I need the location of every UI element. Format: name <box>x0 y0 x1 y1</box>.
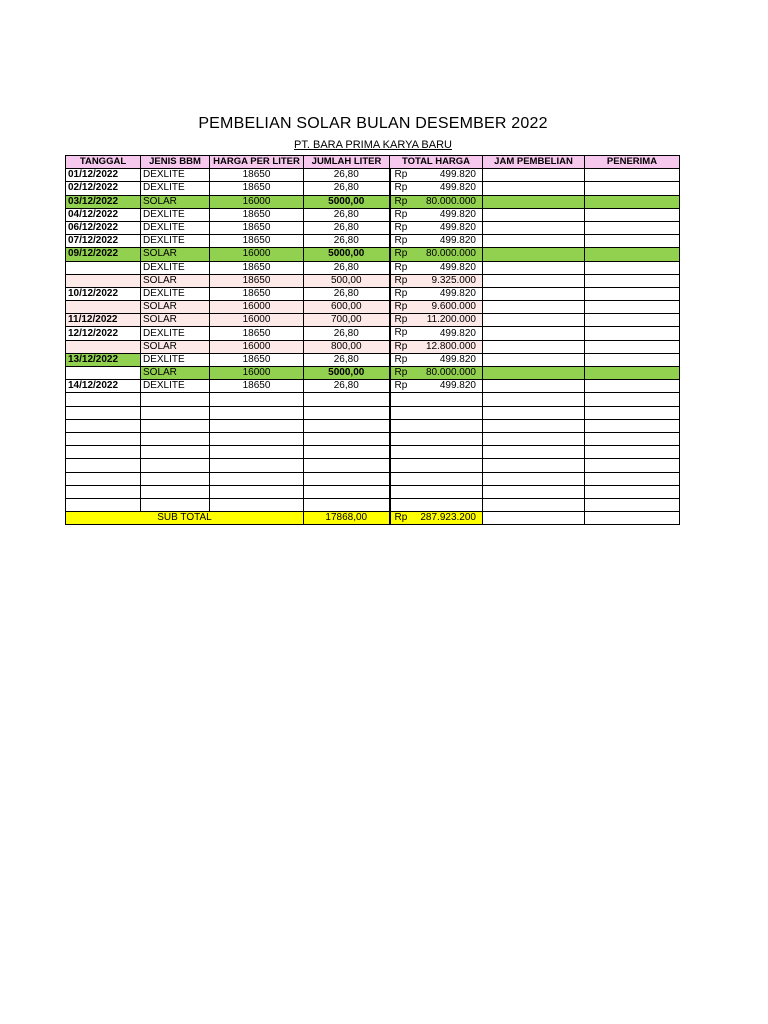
currency-label: Rp <box>394 208 408 220</box>
cell-tanggal[interactable]: 01/12/2022 <box>66 169 141 182</box>
cell-jenis-bbm[interactable]: SOLAR <box>141 195 210 208</box>
cell-jumlah-liter[interactable] <box>304 498 390 511</box>
subtotal-jumlah[interactable]: 17868,00 <box>304 512 390 525</box>
table-row <box>66 353 680 366</box>
cell-jenis-bbm[interactable] <box>141 459 210 472</box>
cell-penerima[interactable] <box>585 498 680 511</box>
cell-harga-per-liter[interactable]: 18650 <box>210 261 304 274</box>
col-header-total-harga[interactable]: TOTAL HARGA <box>390 156 483 169</box>
cell-jam-pembelian[interactable] <box>483 261 585 274</box>
total-value: 9.600.000 <box>431 301 476 313</box>
cell-tanggal[interactable] <box>66 393 141 406</box>
cell-tanggal[interactable] <box>66 446 141 459</box>
cell-tanggal[interactable] <box>66 419 141 432</box>
cell-jam-pembelian[interactable] <box>483 274 585 287</box>
cell-jumlah-liter[interactable]: 26,80 <box>304 353 390 366</box>
cell-total-harga[interactable] <box>390 393 483 406</box>
company-name-text: PT. BARA PRIMA KARYA BARU <box>294 139 452 151</box>
cell-harga-per-liter[interactable] <box>210 393 304 406</box>
currency-label: Rp <box>394 367 408 378</box>
cell-total-harga[interactable] <box>390 182 483 195</box>
cell-jam-pembelian[interactable] <box>483 327 585 340</box>
subtotal-total[interactable] <box>390 512 483 525</box>
col-header-jumlah-liter[interactable]: JUMLAH LITER <box>304 156 390 169</box>
cell-harga-per-liter[interactable] <box>210 459 304 472</box>
cell-penerima[interactable] <box>585 340 680 353</box>
cell-jumlah-liter[interactable]: 5000,00 <box>304 367 390 380</box>
cell-penerima[interactable] <box>585 169 680 182</box>
currency-label: Rp <box>394 195 408 207</box>
cell-jam-pembelian[interactable] <box>483 367 585 380</box>
cell-harga-per-liter[interactable] <box>210 485 304 498</box>
cell-jam-pembelian[interactable] <box>483 195 585 208</box>
cell-jam-pembelian[interactable] <box>483 169 585 182</box>
cell-total-harga[interactable] <box>390 301 483 314</box>
table-row <box>66 380 680 393</box>
cell-penerima[interactable] <box>585 314 680 327</box>
cell-jumlah-liter[interactable]: 26,80 <box>304 235 390 248</box>
total-value: 11.200.000 <box>426 314 476 326</box>
currency-label: Rp <box>394 221 408 233</box>
cell-jam-pembelian[interactable] <box>483 182 585 195</box>
cell-penerima[interactable] <box>585 459 680 472</box>
col-header-jenis-bbm[interactable]: JENIS BBM <box>141 156 210 169</box>
cell-harga-per-liter[interactable]: 18650 <box>210 287 304 300</box>
cell-total-harga[interactable] <box>390 327 483 340</box>
cell-jumlah-liter[interactable]: 26,80 <box>304 208 390 221</box>
cell-penerima[interactable] <box>585 182 680 195</box>
currency-label: Rp <box>394 182 408 194</box>
cell-jenis-bbm[interactable]: DEXLITE <box>141 182 210 195</box>
cell-jenis-bbm[interactable] <box>141 472 210 485</box>
purchase-table <box>65 155 680 525</box>
empty-row <box>66 406 680 419</box>
company-name <box>0 138 746 152</box>
cell-total-harga[interactable] <box>390 169 483 182</box>
table-body <box>66 169 680 512</box>
subtotal-currency: Rp <box>394 512 408 524</box>
table-row <box>66 274 680 287</box>
cell-total-harga[interactable] <box>390 261 483 274</box>
empty-row <box>66 393 680 406</box>
cell-jam-pembelian[interactable] <box>483 314 585 327</box>
cell-jumlah-liter[interactable]: 26,80 <box>304 287 390 300</box>
cell-jam-pembelian[interactable] <box>483 235 585 248</box>
cell-jenis-bbm[interactable]: DEXLITE <box>141 169 210 182</box>
cell-tanggal[interactable]: 06/12/2022 <box>66 221 141 234</box>
table-row <box>66 287 680 300</box>
cell-tanggal[interactable]: 07/12/2022 <box>66 235 141 248</box>
total-value: 499.820 <box>439 353 476 365</box>
cell-jumlah-liter[interactable] <box>304 446 390 459</box>
cell-jumlah-liter[interactable] <box>304 406 390 419</box>
col-header-penerima[interactable]: PENERIMA <box>585 156 680 169</box>
cell-jam-pembelian[interactable] <box>483 221 585 234</box>
cell-jumlah-liter[interactable]: 26,80 <box>304 261 390 274</box>
cell-jenis-bbm[interactable]: DEXLITE <box>141 327 210 340</box>
cell-harga-per-liter[interactable]: 18650 <box>210 274 304 287</box>
subtotal-penerima-cell[interactable] <box>585 512 680 525</box>
cell-total-harga[interactable] <box>390 367 483 380</box>
total-value: 499.820 <box>439 208 476 220</box>
currency-label: Rp <box>394 287 408 299</box>
document-title: PEMBELIAN SOLAR BULAN DESEMBER 2022 <box>198 115 548 132</box>
cell-jumlah-liter[interactable]: 700,00 <box>304 314 390 327</box>
cell-tanggal[interactable]: 03/12/2022 <box>66 195 141 208</box>
empty-row <box>66 419 680 432</box>
cell-penerima[interactable] <box>585 221 680 234</box>
cell-jam-pembelian[interactable] <box>483 287 585 300</box>
cell-jam-pembelian[interactable] <box>483 432 585 445</box>
cell-jenis-bbm[interactable] <box>141 498 210 511</box>
cell-harga-per-liter[interactable]: 16000 <box>210 367 304 380</box>
cell-penerima[interactable] <box>585 419 680 432</box>
table-row <box>66 195 680 208</box>
cell-penerima[interactable] <box>585 432 680 445</box>
cell-jenis-bbm[interactable] <box>141 432 210 445</box>
col-header-harga-per-liter[interactable]: HARGA PER LITER <box>210 156 304 169</box>
cell-tanggal[interactable] <box>66 432 141 445</box>
subtotal-total-value: 287.923.200 <box>420 512 476 524</box>
cell-jenis-bbm[interactable]: DEXLITE <box>141 235 210 248</box>
cell-total-harga[interactable] <box>390 380 483 393</box>
currency-label: Rp <box>394 248 408 260</box>
cell-penerima[interactable] <box>585 327 680 340</box>
cell-tanggal[interactable] <box>66 340 141 353</box>
cell-jenis-bbm[interactable]: SOLAR <box>141 314 210 327</box>
table-row <box>66 208 680 221</box>
cell-jam-pembelian[interactable] <box>483 248 585 261</box>
cell-jam-pembelian[interactable] <box>483 446 585 459</box>
empty-row <box>66 498 680 511</box>
total-value: 499.820 <box>439 261 476 273</box>
cell-total-harga[interactable] <box>390 406 483 419</box>
subtotal-label[interactable]: SUB TOTAL <box>66 512 304 525</box>
cell-jam-pembelian[interactable] <box>483 459 585 472</box>
table-row <box>66 327 680 340</box>
cell-harga-per-liter[interactable]: 16000 <box>210 314 304 327</box>
cell-penerima[interactable] <box>585 380 680 393</box>
empty-row <box>66 472 680 485</box>
cell-harga-per-liter[interactable]: 16000 <box>210 248 304 261</box>
total-value: 499.820 <box>439 287 476 299</box>
cell-jumlah-liter[interactable]: 5000,00 <box>304 248 390 261</box>
cell-jenis-bbm[interactable]: SOLAR <box>141 367 210 380</box>
cell-tanggal[interactable] <box>66 406 141 419</box>
table-row <box>66 367 680 380</box>
cell-tanggal[interactable]: 12/12/2022 <box>66 327 141 340</box>
cell-tanggal[interactable] <box>66 498 141 511</box>
cell-jenis-bbm[interactable] <box>141 406 210 419</box>
total-value: 80.000.000 <box>425 248 476 260</box>
cell-harga-per-liter[interactable] <box>210 446 304 459</box>
cell-jenis-bbm[interactable]: DEXLITE <box>141 380 210 393</box>
table-row <box>66 182 680 195</box>
cell-jumlah-liter[interactable]: 5000,00 <box>304 195 390 208</box>
cell-penerima[interactable] <box>585 274 680 287</box>
cell-jumlah-liter[interactable]: 26,80 <box>304 327 390 340</box>
cell-total-harga[interactable] <box>390 353 483 366</box>
cell-harga-per-liter[interactable] <box>210 498 304 511</box>
cell-jenis-bbm[interactable]: DEXLITE <box>141 221 210 234</box>
cell-harga-per-liter[interactable]: 18650 <box>210 221 304 234</box>
cell-jenis-bbm[interactable] <box>141 419 210 432</box>
empty-row <box>66 432 680 445</box>
cell-jenis-bbm[interactable]: SOLAR <box>141 274 210 287</box>
total-value: 12.800.000 <box>425 340 476 352</box>
cell-jenis-bbm[interactable]: SOLAR <box>141 248 210 261</box>
subtotal-row <box>66 512 680 525</box>
cell-jumlah-liter[interactable]: 26,80 <box>304 169 390 182</box>
cell-jumlah-liter[interactable]: 26,80 <box>304 182 390 195</box>
table-row <box>66 235 680 248</box>
cell-jam-pembelian[interactable] <box>483 208 585 221</box>
cell-jumlah-liter[interactable]: 26,80 <box>304 221 390 234</box>
cell-total-harga[interactable] <box>390 340 483 353</box>
cell-jenis-bbm[interactable]: SOLAR <box>141 301 210 314</box>
cell-jam-pembelian[interactable] <box>483 498 585 511</box>
cell-tanggal[interactable] <box>66 459 141 472</box>
table-row <box>66 221 680 234</box>
total-value: 9.325.000 <box>431 274 476 286</box>
cell-tanggal[interactable] <box>66 472 141 485</box>
cell-jumlah-liter[interactable]: 800,00 <box>304 340 390 353</box>
cell-jam-pembelian[interactable] <box>483 406 585 419</box>
currency-label: Rp <box>394 380 408 392</box>
currency-label: Rp <box>394 301 408 313</box>
cell-penerima[interactable] <box>585 353 680 366</box>
table-row <box>66 261 680 274</box>
table-row <box>66 314 680 327</box>
cell-harga-per-liter[interactable]: 18650 <box>210 208 304 221</box>
cell-penerima[interactable] <box>585 287 680 300</box>
cell-total-harga[interactable] <box>390 446 483 459</box>
total-value: 499.820 <box>439 169 476 181</box>
empty-row <box>66 459 680 472</box>
cell-jumlah-liter[interactable]: 500,00 <box>304 274 390 287</box>
cell-tanggal[interactable]: 09/12/2022 <box>66 248 141 261</box>
cell-tanggal[interactable]: 14/12/2022 <box>66 380 141 393</box>
cell-total-harga[interactable] <box>390 419 483 432</box>
cell-penerima[interactable] <box>585 208 680 221</box>
cell-jenis-bbm[interactable]: SOLAR <box>141 340 210 353</box>
cell-jam-pembelian[interactable] <box>483 380 585 393</box>
currency-label: Rp <box>394 327 408 339</box>
cell-tanggal[interactable]: 04/12/2022 <box>66 208 141 221</box>
cell-harga-per-liter[interactable]: 18650 <box>210 235 304 248</box>
subtotal-jam-cell[interactable] <box>483 512 585 525</box>
cell-jam-pembelian[interactable] <box>483 301 585 314</box>
cell-total-harga[interactable] <box>390 208 483 221</box>
total-value: 499.820 <box>439 380 476 392</box>
total-value: 499.820 <box>439 182 476 194</box>
cell-tanggal[interactable]: 11/12/2022 <box>66 314 141 327</box>
cell-penerima[interactable] <box>585 446 680 459</box>
cell-total-harga[interactable] <box>390 314 483 327</box>
cell-harga-per-liter[interactable]: 18650 <box>210 353 304 366</box>
cell-penerima[interactable] <box>585 195 680 208</box>
cell-total-harga[interactable] <box>390 472 483 485</box>
cell-tanggal[interactable] <box>66 485 141 498</box>
cell-total-harga[interactable] <box>390 485 483 498</box>
cell-tanggal[interactable] <box>66 274 141 287</box>
cell-tanggal[interactable]: 02/12/2022 <box>66 182 141 195</box>
cell-total-harga[interactable] <box>390 195 483 208</box>
table-row <box>66 301 680 314</box>
cell-penerima[interactable] <box>585 261 680 274</box>
cell-jumlah-liter[interactable] <box>304 459 390 472</box>
cell-jenis-bbm[interactable]: DEXLITE <box>141 208 210 221</box>
cell-penerima[interactable] <box>585 248 680 261</box>
currency-label: Rp <box>394 274 408 286</box>
cell-jenis-bbm[interactable]: DEXLITE <box>141 353 210 366</box>
cell-harga-per-liter[interactable]: 16000 <box>210 195 304 208</box>
cell-total-harga[interactable] <box>390 235 483 248</box>
cell-harga-per-liter[interactable]: 16000 <box>210 301 304 314</box>
cell-jam-pembelian[interactable] <box>483 485 585 498</box>
cell-penerima[interactable] <box>585 472 680 485</box>
total-value: 499.820 <box>439 222 476 234</box>
cell-tanggal[interactable]: 10/12/2022 <box>66 287 141 300</box>
cell-harga-per-liter[interactable] <box>210 419 304 432</box>
cell-jumlah-liter[interactable] <box>304 472 390 485</box>
cell-harga-per-liter[interactable]: 18650 <box>210 182 304 195</box>
cell-tanggal[interactable] <box>66 367 141 380</box>
cell-penerima[interactable] <box>585 485 680 498</box>
cell-penerima[interactable] <box>585 301 680 314</box>
cell-jumlah-liter[interactable] <box>304 432 390 445</box>
cell-penerima[interactable] <box>585 406 680 419</box>
empty-row <box>66 446 680 459</box>
cell-jenis-bbm[interactable]: DEXLITE <box>141 287 210 300</box>
cell-harga-per-liter[interactable]: 16000 <box>210 340 304 353</box>
table-row <box>66 248 680 261</box>
cell-harga-per-liter[interactable] <box>210 472 304 485</box>
cell-harga-per-liter[interactable]: 18650 <box>210 169 304 182</box>
currency-label: Rp <box>394 261 408 273</box>
cell-tanggal[interactable] <box>66 301 141 314</box>
cell-jenis-bbm[interactable] <box>141 446 210 459</box>
cell-penerima[interactable] <box>585 393 680 406</box>
cell-jam-pembelian[interactable] <box>483 393 585 406</box>
cell-tanggal[interactable]: 13/12/2022 <box>66 353 141 366</box>
cell-total-harga[interactable] <box>390 221 483 234</box>
total-value: 80.000.000 <box>425 367 476 379</box>
cell-jam-pembelian[interactable] <box>483 419 585 432</box>
cell-harga-per-liter[interactable] <box>210 432 304 445</box>
cell-total-harga[interactable] <box>390 274 483 287</box>
cell-tanggal[interactable] <box>66 261 141 274</box>
currency-label: Rp <box>394 169 408 181</box>
cell-total-harga[interactable] <box>390 459 483 472</box>
cell-jam-pembelian[interactable] <box>483 472 585 485</box>
currency-label: Rp <box>394 340 408 352</box>
table-row <box>66 169 680 182</box>
cell-jenis-bbm[interactable] <box>141 393 210 406</box>
cell-total-harga[interactable] <box>390 248 483 261</box>
col-header-jam-pembelian[interactable]: JAM PEMBELIAN <box>483 156 585 169</box>
currency-label: Rp <box>394 235 408 247</box>
cell-jumlah-liter[interactable]: 600,00 <box>304 301 390 314</box>
cell-jumlah-liter[interactable] <box>304 393 390 406</box>
cell-jumlah-liter[interactable] <box>304 419 390 432</box>
cell-total-harga[interactable] <box>390 498 483 511</box>
header-row <box>66 156 680 169</box>
cell-jumlah-liter[interactable] <box>304 485 390 498</box>
currency-label: Rp <box>394 353 408 365</box>
empty-row <box>66 485 680 498</box>
cell-harga-per-liter[interactable]: 18650 <box>210 380 304 393</box>
total-value: 499.820 <box>439 235 476 247</box>
cell-penerima[interactable] <box>585 235 680 248</box>
cell-jenis-bbm[interactable]: DEXLITE <box>141 261 210 274</box>
col-header-tanggal[interactable]: TANGGAL <box>66 156 141 169</box>
currency-label: Rp <box>394 314 408 326</box>
cell-harga-per-liter[interactable]: 18650 <box>210 327 304 340</box>
cell-total-harga[interactable] <box>390 432 483 445</box>
cell-jumlah-liter[interactable]: 26,80 <box>304 380 390 393</box>
cell-jam-pembelian[interactable] <box>483 353 585 366</box>
total-value: 499.820 <box>439 327 476 339</box>
cell-jam-pembelian[interactable] <box>483 340 585 353</box>
table-row <box>66 340 680 353</box>
cell-harga-per-liter[interactable] <box>210 406 304 419</box>
total-value: 80.000.000 <box>425 195 476 207</box>
cell-jenis-bbm[interactable] <box>141 485 210 498</box>
cell-penerima[interactable] <box>585 367 680 380</box>
cell-total-harga[interactable] <box>390 287 483 300</box>
